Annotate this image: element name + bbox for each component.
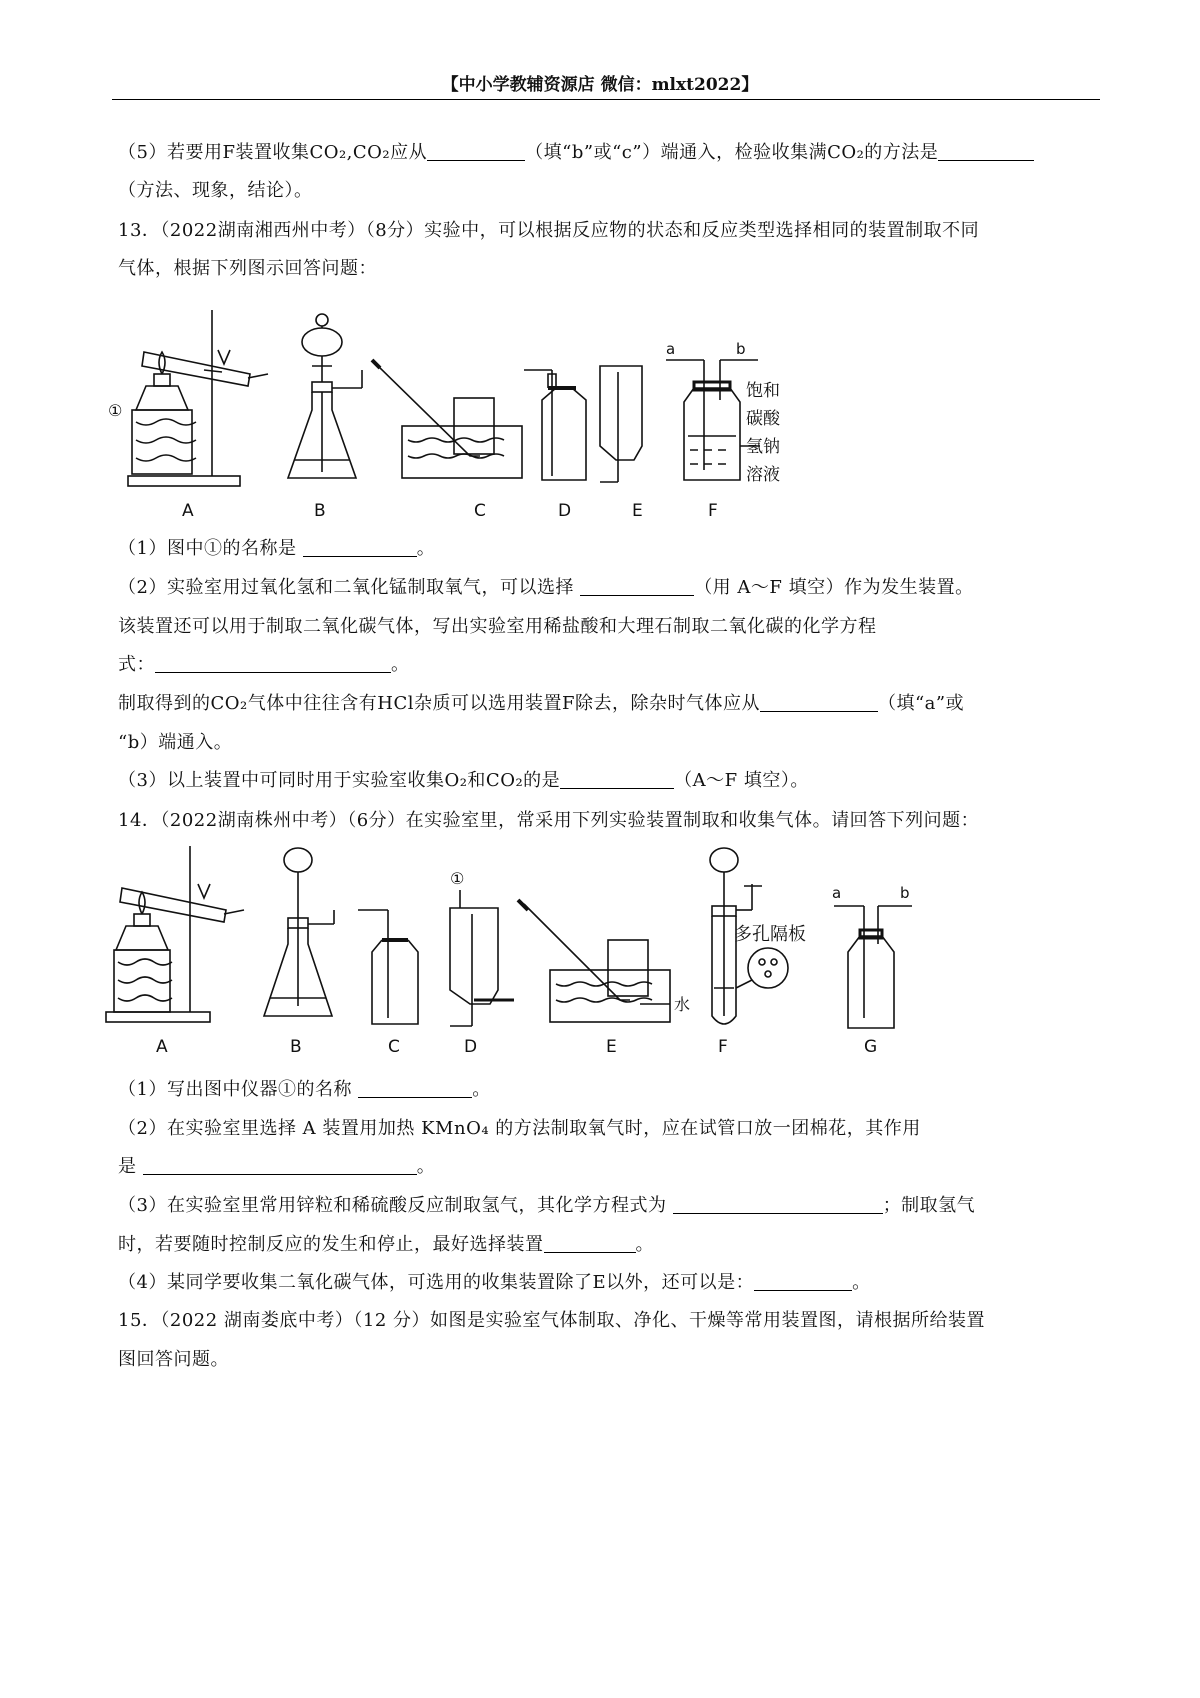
answer-blank[interactable] — [580, 577, 694, 596]
apparatus-b — [288, 314, 362, 521]
label-g2: G — [864, 1037, 878, 1057]
answer-blank[interactable] — [427, 142, 525, 161]
answer-blank[interactable] — [544, 1234, 636, 1253]
apparatus-c — [372, 360, 522, 521]
answer-blank[interactable] — [155, 654, 391, 673]
label-d: D — [558, 501, 572, 521]
q13-2-line1: （2）实验室用过氧化氢和二氧化锰制取氧气，可以选择 （用 A～F 填空）作为发生装置。 — [118, 577, 974, 598]
label-b2: B — [290, 1037, 302, 1057]
solution-label-3: 氢钠 — [746, 437, 780, 457]
figure-apparatus-13 — [100, 290, 820, 530]
q15-stem-line2: 图回答问题。 — [118, 1349, 229, 1370]
q13-stem-line1: 13．（2022湖南湘西州中考）（8分）实验中，可以根据反应物的状态和反应类型选择相同的装置制取不同 — [118, 220, 980, 241]
label-f2: F — [718, 1037, 728, 1057]
q14-1: （1）写出图中仪器①的名称 。 — [118, 1079, 491, 1100]
label-d2: D — [464, 1037, 478, 1057]
q14-4: （4）某同学要收集二氧化碳气体，可选用的收集装置除了E以外，还可以是： 。 — [118, 1272, 871, 1293]
apparatus-f2 — [710, 848, 806, 1057]
answer-blank[interactable] — [143, 1156, 417, 1175]
apparatus-d — [524, 370, 586, 521]
figure-apparatus-14 — [100, 840, 960, 1070]
q12-5-line1: （5）若要用F装置收集CO₂,CO₂应从 （填“b”或“c”）端通入，检验收集满CO₂的方法是 — [118, 138, 1034, 164]
q14-3-line1: （3）在实验室里常用锌粒和稀硫酸反应制取氢气，其化学方程式为 ；制取氢气 — [118, 1195, 976, 1216]
answer-blank[interactable] — [754, 1272, 852, 1291]
port-a-g: a — [832, 884, 842, 902]
mark-circle-1-fig2: ① — [450, 869, 465, 888]
apparatus-g2 — [832, 884, 912, 1057]
port-b-g: b — [900, 884, 910, 902]
apparatus-e2 — [518, 900, 690, 1057]
apparatus-e — [600, 366, 643, 521]
q13-2-line3: 式： 。 — [118, 654, 410, 675]
q14-2-line1: （2）在实验室里选择 A 装置用加热 KMnO₄ 的方法制取氧气时，应在试管口放一团棉花，其作用 — [118, 1118, 921, 1139]
answer-blank[interactable] — [560, 770, 674, 789]
answer-blank[interactable] — [673, 1195, 883, 1214]
label-c2: C — [388, 1037, 400, 1057]
solution-label-2: 碳酸 — [746, 409, 780, 429]
answer-blank[interactable] — [760, 693, 878, 712]
page-header: 【中小学教辅资源店 微信：mlxt2022】 — [441, 75, 759, 95]
q12-5-line2: （方法、现象，结论）。 — [118, 180, 313, 201]
apparatus-b2 — [264, 848, 334, 1057]
q13-2-line2: 该装置还可以用于制取二氧化碳气体，写出实验室用稀盐酸和大理石制取二氧化碳的化学方程 — [118, 616, 877, 637]
q14-stem: 14．（2022湖南株州中考）（6分）在实验室里，常采用下列实验装置制取和收集气体。请回答下列问题： — [118, 810, 980, 831]
q13-2-line5: “b）端通入。 — [118, 732, 233, 753]
label-e: E — [632, 501, 643, 521]
answer-blank[interactable] — [938, 142, 1034, 161]
q13-2-line4: 制取得到的CO₂气体中往往含有HCl杂质可以选用装置F除去，除杂时气体应从 （填“a”或 — [118, 693, 965, 714]
q13-stem-line2: 气体，根据下列图示回答问题： — [118, 258, 377, 279]
apparatus-d2 — [450, 869, 514, 1057]
porous-plate-label: 多孔隔板 — [734, 924, 806, 945]
port-a: a — [666, 340, 676, 358]
q15-stem-line1: 15．（2022 湖南娄底中考）（12 分）如图是实验室气体制取、净化、干燥等常用装置图，请根据所给装置 — [118, 1310, 986, 1331]
water-label: 水 — [674, 995, 691, 1014]
q14-3-line2: 时，若要随时控制反应的发生和停止，最好选择装置 。 — [118, 1234, 654, 1255]
apparatus-a2 — [106, 846, 244, 1057]
solution-label-1: 饱和 — [746, 381, 780, 401]
apparatus-a — [108, 310, 268, 521]
mark-circle-1: ① — [108, 401, 123, 420]
label-f: F — [708, 501, 718, 521]
apparatus-c2 — [358, 910, 418, 1057]
header-rule — [112, 99, 1100, 100]
label-e2: E — [606, 1037, 617, 1057]
answer-blank[interactable] — [358, 1079, 472, 1098]
label-a2: A — [156, 1037, 168, 1057]
apparatus-f — [666, 340, 781, 521]
label-a: A — [182, 501, 194, 521]
answer-blank[interactable] — [303, 538, 417, 557]
q13-1: （1）图中①的名称是 。 — [118, 538, 436, 559]
label-b: B — [314, 501, 326, 521]
port-b: b — [736, 340, 746, 358]
solution-label-4: 溶液 — [746, 465, 780, 485]
label-c: C — [474, 501, 486, 521]
q13-3: （3）以上装置中可同时用于实验室收集O₂和CO₂的是 （A～F 填空）。 — [118, 770, 809, 791]
q14-2-line2: 是 。 — [118, 1156, 436, 1177]
